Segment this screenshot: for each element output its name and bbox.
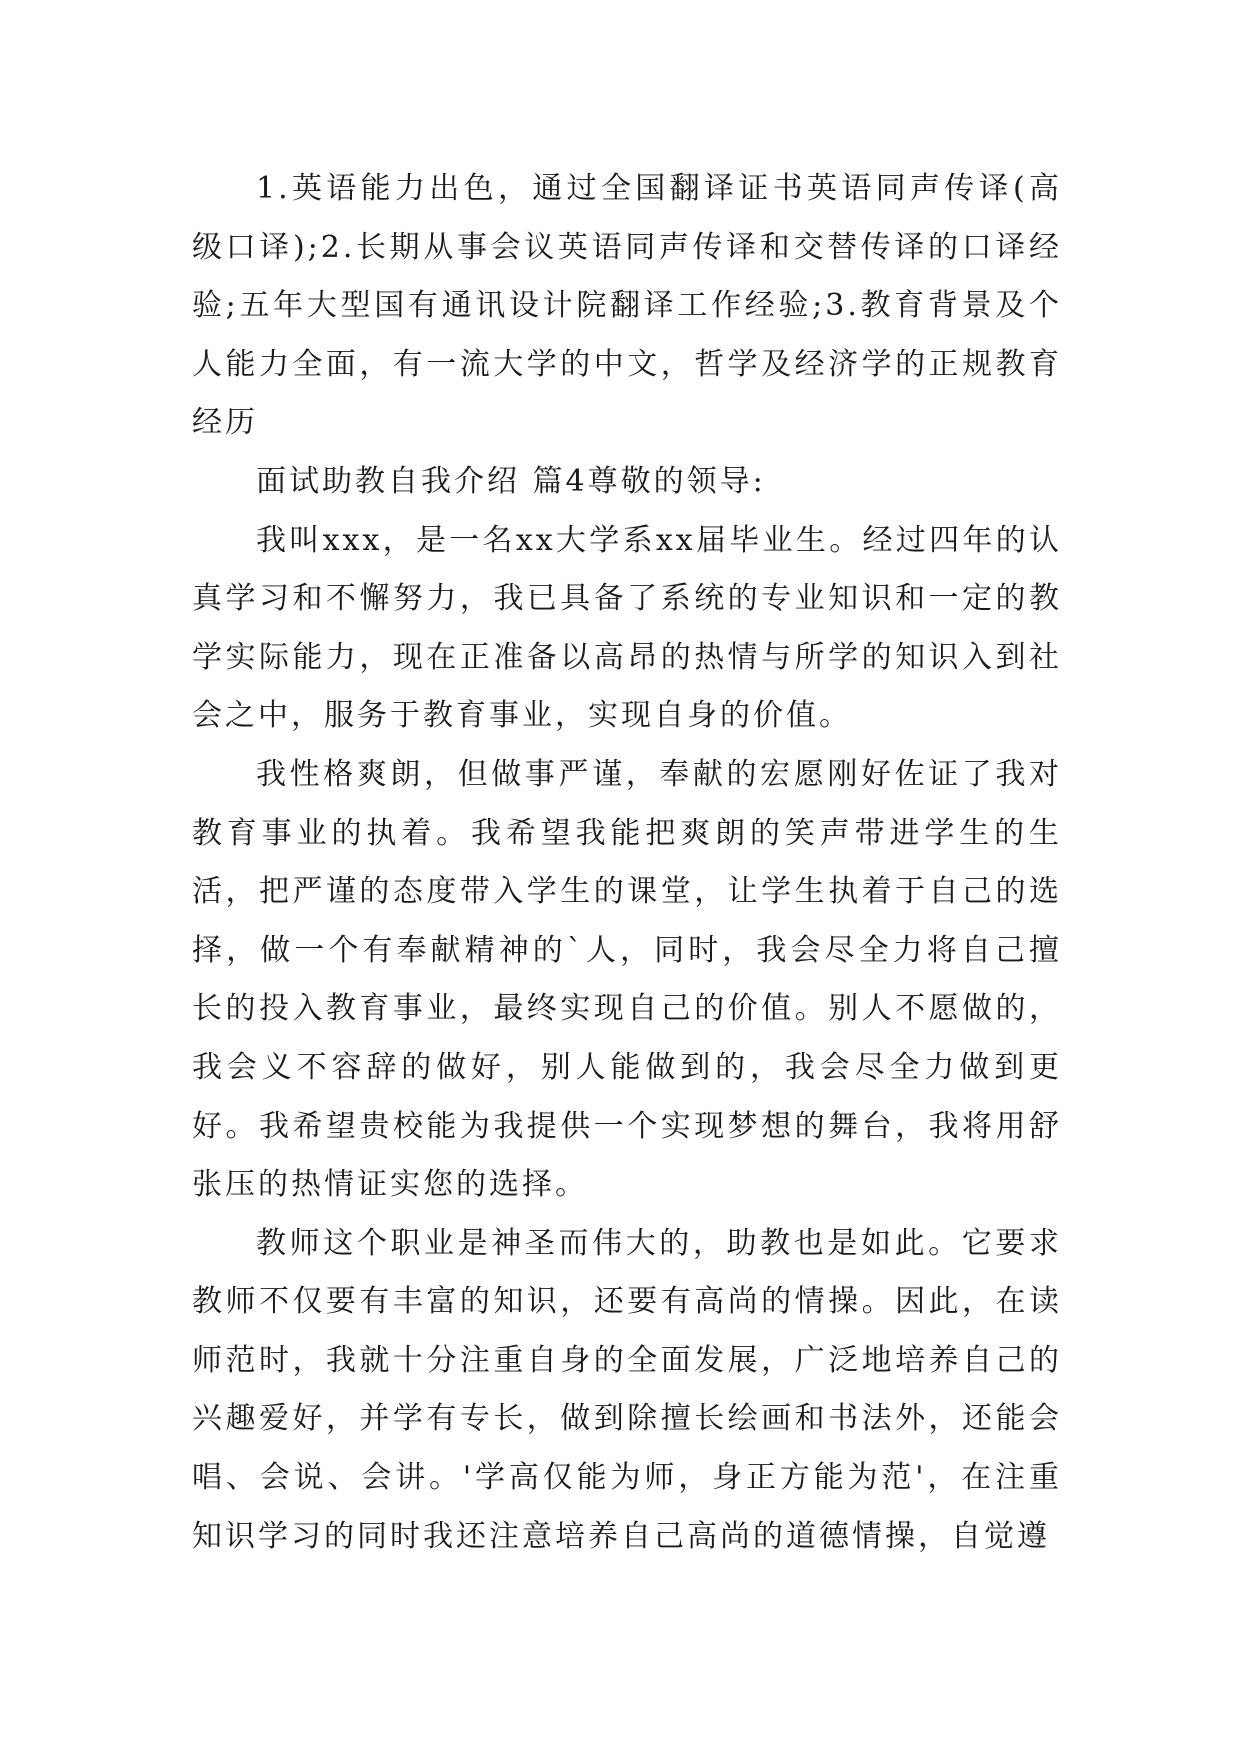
paragraph-teaching: 教师这个职业是神圣而伟大的，助教也是如此。它要求教师不仅要有丰富的知识，还要有高尚的情操。因此，在读师范时，我就十分注重自身的全面发展，广泛地培养自己的兴趣爱好，并学有专长，做到除擅长绘画和书法外，还能会唱、会说、会讲。'学高仅能为师，身正方能为范'，在注重知识学习的同时我还注意培养自己高尚的道德情操，自觉遵 bbox=[192, 1225, 1062, 1554]
paragraph-personality: 我性格爽朗，但做事严谨，奉献的宏愿刚好佐证了我对教育事业的执着。我希望我能把爽朗的笑声带进学生的生活，把严谨的态度带入学生的课堂，让学生执着于自己的选择，做一个有奉献精神的`人，同时，我会尽全力将自己擅长的投入教育事业，最终实现自己的价值。别人不愿做的，我会义不容辞的做好，别人能做到的，我会尽全力做到更好。我希望贵校能为我提供一个实现梦想的舞台，我将用舒张压的热情证实您的选择。 bbox=[192, 756, 1062, 1203]
paragraph-qualifications: 1.英语能力出色，通过全国翻译证书英语同声传译(高级口译);2.长期从事会议英语同声传译和交替传译的口译经验;五年大型国有通讯设计院翻译工作经验;3.教育背景及个人能力全面，有一流大学的中文，哲学及经济学的正规教育经历 bbox=[192, 171, 1062, 441]
paragraph-heading: 面试助教自我介绍 篇4尊敬的领导: bbox=[256, 463, 766, 499]
paragraph-introduction: 我叫xxx，是一名xx大学系xx届毕业生。经过四年的认真学习和不懈努力，我已具备了系统的专业知识和一定的教学实际能力，现在正准备以高昂的热情与所学的知识入到社会之中，服务于教育事业，实现自身的价值。 bbox=[192, 522, 1062, 734]
document-body bbox=[192, 160, 1062, 1566]
